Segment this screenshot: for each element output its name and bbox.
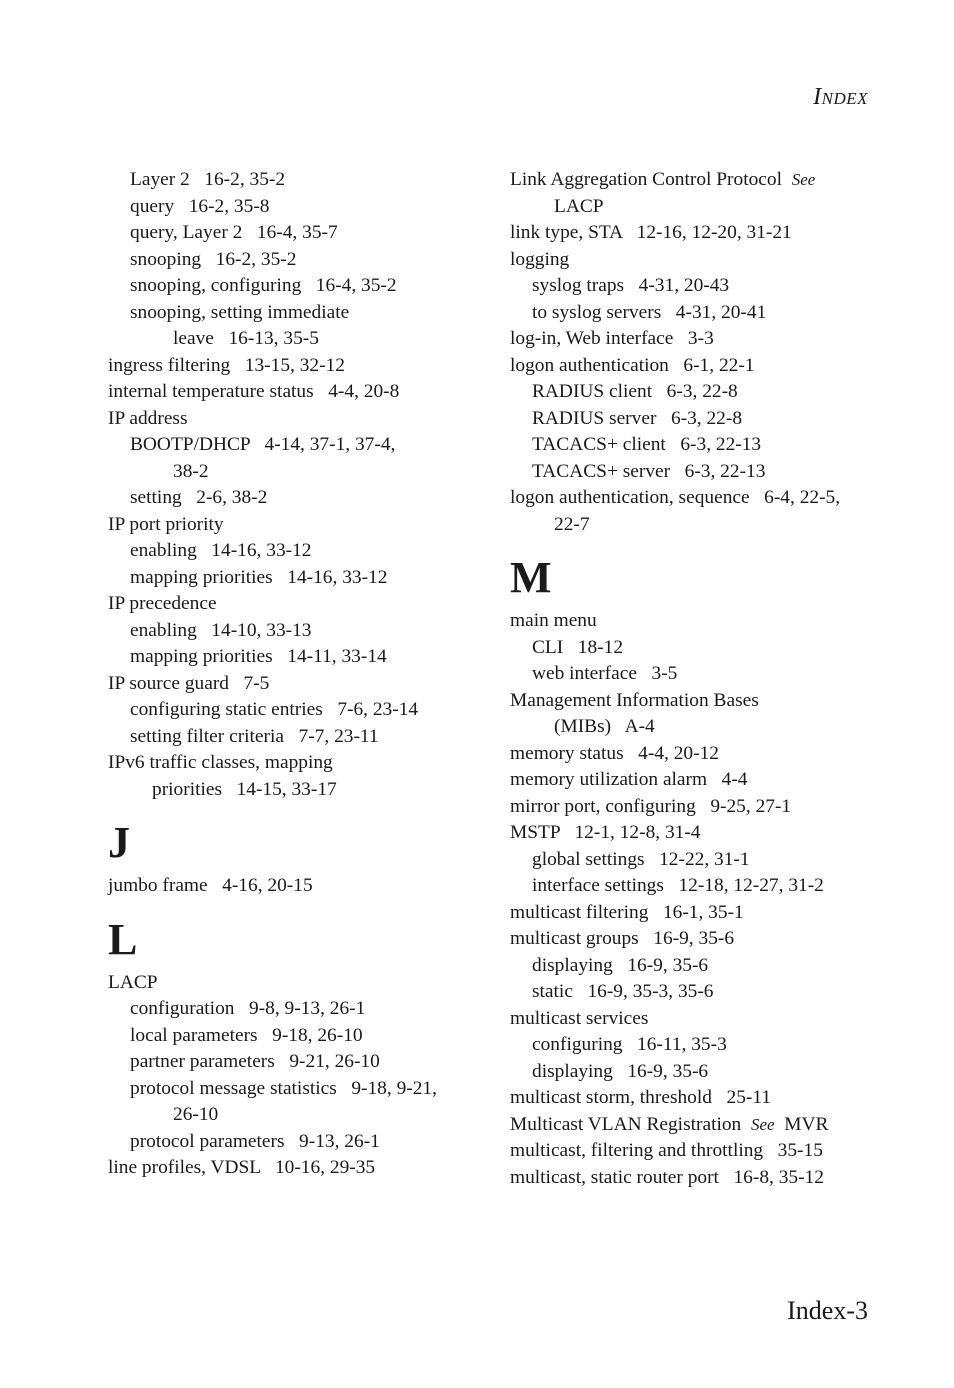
index-entry bbox=[510, 741, 890, 768]
index-subentry bbox=[108, 1102, 488, 1129]
index-entry bbox=[510, 326, 890, 353]
index-entry bbox=[108, 406, 488, 433]
entry-text: partner parameters 9-21, 26-10 bbox=[130, 1051, 380, 1072]
entry-text: BOOTP/DHCP 4-14, 37-1, 37-4, bbox=[130, 434, 396, 455]
entry-text: snooping, setting immediate bbox=[130, 301, 350, 323]
index-entry bbox=[108, 1155, 488, 1182]
index-column-right bbox=[510, 167, 890, 1191]
index-subentry bbox=[510, 273, 890, 300]
entry-text: ingress filtering 13-15, 32-12 bbox=[108, 354, 345, 376]
index-subentry bbox=[108, 777, 488, 804]
index-subentry bbox=[108, 485, 488, 512]
index-entry bbox=[510, 820, 890, 847]
index-subentry bbox=[510, 635, 890, 662]
index-entry bbox=[510, 767, 890, 794]
entry-text: Management Information Bases bbox=[510, 689, 759, 711]
page-number: Index-3 bbox=[787, 1296, 868, 1325]
entry-text: internal temperature status 4-4, 20-8 bbox=[108, 381, 400, 402]
index-subentry bbox=[510, 953, 890, 980]
entry-text: configuring 16-11, 35-3 bbox=[532, 1034, 727, 1055]
entry-text: multicast storm, threshold 25-11 bbox=[510, 1087, 772, 1108]
see-reference: See bbox=[791, 170, 816, 189]
index-subentry bbox=[108, 326, 488, 353]
index-entry bbox=[108, 750, 488, 777]
entry-text: priorities 14-15, 33-17 bbox=[152, 778, 337, 800]
entry-text: jumbo frame 4-16, 20-15 bbox=[108, 875, 313, 896]
index-entry bbox=[108, 379, 488, 406]
entry-text: protocol parameters 9-13, 26-1 bbox=[130, 1130, 380, 1152]
index-entry bbox=[510, 794, 890, 821]
index-entry bbox=[510, 1085, 890, 1112]
index-entry bbox=[510, 926, 890, 953]
entry-text: 38-2 bbox=[173, 460, 209, 482]
entry-text: TACACS+ client 6-3, 22-13 bbox=[532, 434, 762, 455]
index-entry bbox=[108, 671, 488, 698]
index-entry bbox=[510, 900, 890, 927]
index-entry bbox=[510, 1006, 890, 1033]
index-entry bbox=[510, 353, 890, 380]
entry-text: logon authentication 6-1, 22-1 bbox=[510, 354, 755, 376]
index-letter-heading: J bbox=[108, 818, 130, 867]
index-subentry bbox=[108, 697, 488, 724]
entry-text: query, Layer 2 16-4, 35-7 bbox=[130, 222, 338, 243]
index-entry bbox=[108, 970, 488, 997]
entry-text: RADIUS server 6-3, 22-8 bbox=[532, 407, 743, 429]
entry-text: log-in, Web interface 3-3 bbox=[510, 328, 714, 349]
index-subentry bbox=[510, 432, 890, 459]
index-subentry bbox=[108, 644, 488, 671]
index-subentry bbox=[510, 661, 890, 688]
index-entry bbox=[510, 167, 890, 194]
entry-text: web interface 3-5 bbox=[532, 663, 678, 684]
index-subentry bbox=[108, 194, 488, 221]
entry-text: setting filter criteria 7-7, 23-11 bbox=[130, 725, 379, 747]
index-entry bbox=[510, 688, 890, 715]
index-subentry bbox=[510, 379, 890, 406]
index-subentry bbox=[510, 873, 890, 900]
index-entry bbox=[510, 1138, 890, 1165]
index-entry bbox=[510, 247, 890, 274]
entry-text: multicast, static router port 16-8, 35-12 bbox=[510, 1166, 824, 1188]
entry-text: static 16-9, 35-3, 35-6 bbox=[532, 981, 714, 1002]
entry-text: multicast, filtering and throttling 35-15 bbox=[510, 1140, 823, 1161]
header-rest: NDEX bbox=[821, 89, 868, 108]
index-subentry bbox=[108, 618, 488, 645]
entry-text: enabling 14-10, 33-13 bbox=[130, 619, 312, 641]
index-subentry bbox=[510, 406, 890, 433]
entry-text: snooping, configuring 16-4, 35-2 bbox=[130, 275, 397, 296]
index-subentry bbox=[510, 847, 890, 874]
index-entry bbox=[108, 591, 488, 618]
index-entry bbox=[510, 220, 890, 247]
entry-text: (MIBs) A-4 bbox=[554, 716, 655, 737]
entry-text: enabling 14-16, 33-12 bbox=[130, 540, 312, 561]
entry-text: logon authentication, sequence 6-4, 22-5, bbox=[510, 487, 841, 508]
see-target: MVR bbox=[774, 1113, 829, 1135]
entry-text: multicast groups 16-9, 35-6 bbox=[510, 928, 735, 949]
index-entry bbox=[510, 485, 890, 512]
entry-text: global settings 12-22, 31-1 bbox=[532, 848, 750, 870]
entry-text: configuring static entries 7-6, 23-14 bbox=[130, 699, 419, 720]
index-subentry bbox=[108, 724, 488, 751]
entry-text: RADIUS client 6-3, 22-8 bbox=[532, 381, 738, 402]
index-subentry bbox=[108, 167, 488, 194]
entry-text: IPv6 traffic classes, mapping bbox=[108, 752, 333, 773]
entry-text: IP precedence bbox=[108, 593, 217, 614]
index-subentry bbox=[510, 1032, 890, 1059]
index-entry bbox=[108, 353, 488, 380]
entry-text: IP port priority bbox=[108, 513, 224, 535]
entry-text: MSTP 12-1, 12-8, 31-4 bbox=[510, 822, 701, 843]
entry-text: interface settings 12-18, 12-27, 31-2 bbox=[532, 875, 824, 896]
entry-text: link type, STA 12-16, 12-20, 31-21 bbox=[510, 222, 792, 243]
entry-text: main menu bbox=[510, 610, 597, 631]
entry-text: TACACS+ server 6-3, 22-13 bbox=[532, 460, 766, 482]
entry-text: 22-7 bbox=[554, 513, 590, 535]
index-subentry bbox=[108, 273, 488, 300]
running-header bbox=[813, 84, 868, 111]
entry-text: query 16-2, 35-8 bbox=[130, 195, 270, 217]
index-subentry bbox=[510, 1059, 890, 1086]
index-subentry bbox=[510, 512, 890, 539]
entry-text: LACP bbox=[108, 971, 158, 993]
index-entry bbox=[510, 1112, 890, 1139]
entry-text: LACP bbox=[554, 195, 604, 217]
index-column-left bbox=[108, 167, 488, 1182]
index-subentry bbox=[108, 300, 488, 327]
index-entry bbox=[510, 1165, 890, 1192]
index-subentry bbox=[108, 996, 488, 1023]
index-subentry bbox=[108, 1076, 488, 1103]
index-subentry bbox=[108, 1023, 488, 1050]
entry-text: logging bbox=[510, 248, 570, 270]
entry-text: CLI 18-12 bbox=[532, 636, 624, 658]
index-subentry bbox=[108, 220, 488, 247]
index-subentry bbox=[108, 538, 488, 565]
entry-text: Layer 2 16-2, 35-2 bbox=[130, 169, 286, 190]
index-subentry bbox=[108, 565, 488, 592]
entry-text: Multicast VLAN Registration bbox=[510, 1113, 751, 1135]
entry-text: mapping priorities 14-16, 33-12 bbox=[130, 566, 388, 588]
index-letter-heading: M bbox=[510, 553, 552, 602]
entry-text: multicast services bbox=[510, 1007, 649, 1029]
index-subentry bbox=[510, 714, 890, 741]
entry-text: 26-10 bbox=[173, 1104, 219, 1125]
index-subentry bbox=[108, 459, 488, 486]
entry-text: syslog traps 4-31, 20-43 bbox=[532, 275, 730, 296]
index-subentry bbox=[510, 979, 890, 1006]
entry-text: snooping 16-2, 35-2 bbox=[130, 248, 297, 270]
index-entry bbox=[510, 608, 890, 635]
index-subentry bbox=[510, 459, 890, 486]
entry-text: configuration 9-8, 9-13, 26-1 bbox=[130, 998, 366, 1019]
index-subentry bbox=[108, 1129, 488, 1156]
entry-text: mapping priorities 14-11, 33-14 bbox=[130, 646, 387, 667]
entry-text: Link Aggregation Control Protocol bbox=[510, 169, 792, 190]
entry-text: IP address bbox=[108, 407, 188, 429]
see-reference: See bbox=[750, 1114, 775, 1134]
entry-text: displaying 16-9, 35-6 bbox=[532, 1060, 709, 1082]
entry-text: protocol message statistics 9-18, 9-21, bbox=[130, 1077, 437, 1099]
index-subentry bbox=[510, 300, 890, 327]
entry-text: local parameters 9-18, 26-10 bbox=[130, 1024, 363, 1046]
entry-text: line profiles, VDSL 10-16, 29-35 bbox=[108, 1157, 376, 1178]
index-subentry bbox=[108, 1049, 488, 1076]
entry-text: memory status 4-4, 20-12 bbox=[510, 742, 719, 764]
index-subentry bbox=[510, 194, 890, 221]
entry-text: mirror port, configuring 9-25, 27-1 bbox=[510, 795, 792, 817]
entry-text: leave 16-13, 35-5 bbox=[173, 328, 319, 349]
entry-text: multicast filtering 16-1, 35-1 bbox=[510, 901, 744, 923]
index-subentry bbox=[108, 432, 488, 459]
entry-text: memory utilization alarm 4-4 bbox=[510, 769, 748, 790]
entry-text: displaying 16-9, 35-6 bbox=[532, 954, 709, 976]
entry-text: IP source guard 7-5 bbox=[108, 672, 270, 694]
header-cap: I bbox=[813, 84, 822, 110]
index-entry bbox=[108, 512, 488, 539]
entry-text: to syslog servers 4-31, 20-41 bbox=[532, 301, 767, 323]
index-subentry bbox=[108, 247, 488, 274]
index-letter-heading: L bbox=[108, 914, 138, 964]
entry-text: setting 2-6, 38-2 bbox=[130, 487, 268, 508]
index-entry bbox=[108, 873, 488, 900]
